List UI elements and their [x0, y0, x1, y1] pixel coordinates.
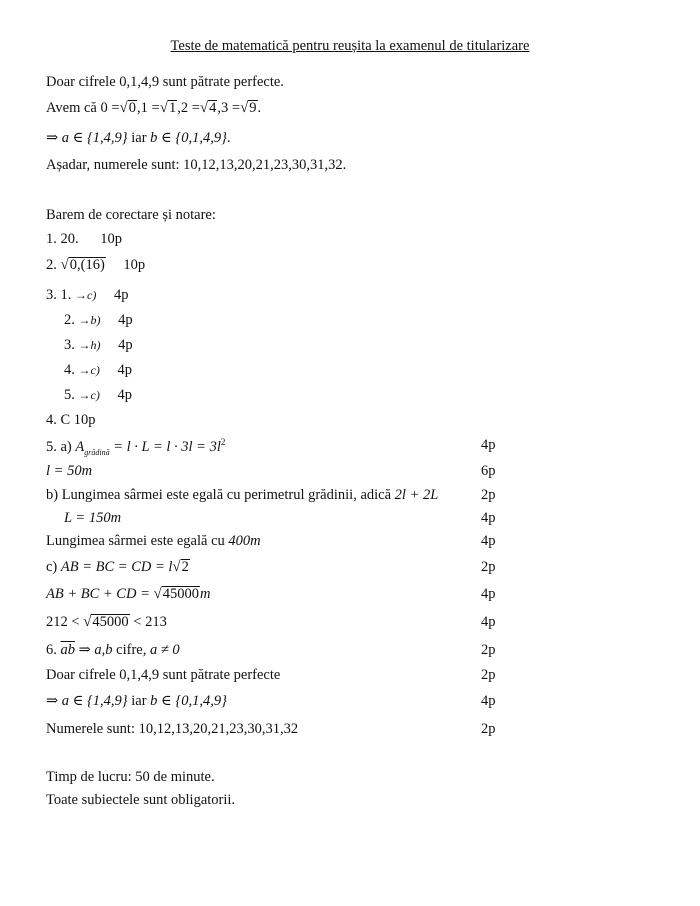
- q6-lead: 6.: [46, 642, 57, 658]
- q2-row: [46, 257, 145, 274]
- radicand-1: 0: [128, 100, 137, 116]
- numbers-label: Așadar, numerele sunt:: [46, 157, 180, 173]
- area-exponent: 2: [220, 437, 226, 447]
- radical-icon: √: [199, 100, 209, 116]
- q6-numbers-list: 10,12,13,20,21,23,30,31,32: [138, 721, 299, 737]
- q6-set-b: b ∈ {0,1,4,9}: [150, 693, 227, 709]
- q5c-lead: c): [46, 559, 58, 575]
- barem-heading: Barem de corectare și notare:: [46, 207, 216, 223]
- arrow-right-icon: →: [78, 388, 91, 402]
- ineq-right: < 213: [133, 614, 167, 630]
- intro-line-3: [46, 130, 231, 147]
- q6-set-points: 4p: [481, 693, 496, 709]
- q1-number: 1.: [46, 231, 57, 247]
- q6-cond-word: cifre,: [116, 642, 147, 658]
- q5c-row: [46, 559, 190, 576]
- ineq-left: 212 <: [46, 614, 80, 630]
- ineq-radicand: 45000: [92, 614, 129, 630]
- sum-radicand: 45000: [162, 586, 199, 602]
- q5b-text: b) Lungimea sârmei este egală cu perimetrul grădinii, adică: [46, 487, 392, 503]
- q3-subitem: [64, 337, 133, 354]
- q5c-points: 2p: [481, 559, 496, 575]
- set-b: b ∈ {0,1,4,9}: [150, 130, 227, 146]
- intro-line-4: [46, 157, 346, 174]
- segments-formula: AB = BC = CD = l: [60, 559, 173, 575]
- q3-item-points: 4p: [113, 287, 129, 303]
- page-title: Teste de matematică pentru reușita la examenul de titularizare: [170, 38, 530, 54]
- q6-cond-tail: a ≠ 0: [149, 642, 180, 658]
- q4-row: [46, 412, 96, 429]
- q3-subitem: [64, 312, 133, 329]
- q3-item-number: 1.: [60, 287, 72, 303]
- q5b-points: 2p: [481, 487, 496, 503]
- wire-row: [46, 533, 261, 550]
- q3-subitem: [64, 387, 132, 404]
- l-points: 6p: [481, 463, 496, 479]
- radical-icon: √: [119, 100, 128, 116]
- radicand-3: 4: [209, 100, 217, 116]
- q6-set-row: [46, 693, 227, 710]
- time-limit: Timp de lucru: 50 de minute.: [46, 769, 215, 785]
- q3-subitem: [64, 362, 132, 379]
- q6-digits: 0,1,4,9: [119, 667, 160, 683]
- radical-icon: √: [83, 614, 92, 630]
- q3-item-points: 4p: [118, 312, 133, 328]
- radical-icon: √: [153, 586, 162, 602]
- q6-digits-row: [46, 667, 280, 684]
- q6-numbers-points: 2p: [481, 721, 496, 737]
- number-ab: $\overline{ab}$: [60, 642, 75, 658]
- intro-text: Doar cifrele: [46, 74, 116, 90]
- q5a-row: [46, 437, 225, 457]
- area-formula: = l · L = l · 3l = 3l: [113, 439, 221, 455]
- arrow-right-icon: →: [75, 288, 87, 302]
- intro-lead: Avem că: [46, 100, 97, 116]
- inequality-points: 4p: [481, 614, 496, 630]
- wire-points: 4p: [481, 533, 496, 549]
- sum-row: [46, 586, 210, 603]
- q3-row: [46, 287, 128, 304]
- q3-item-number: 2.: [64, 312, 75, 328]
- set-end: .: [226, 130, 231, 146]
- c-radicand: 2: [181, 559, 189, 575]
- l-value: l = 50m: [46, 463, 93, 479]
- q3-item-number: 3.: [64, 337, 75, 353]
- sum-formula: AB + BC + CD =: [46, 586, 150, 602]
- radical-icon: √: [240, 100, 249, 116]
- eq-3: ,2 =: [177, 100, 200, 116]
- q6-cond: ⇒ a,b: [78, 642, 113, 658]
- q6-cond-points: 2p: [481, 642, 496, 658]
- q6-digits-text: Doar cifrele: [46, 667, 116, 683]
- inequality-row: [46, 614, 167, 631]
- q2-points: 10p: [123, 257, 146, 273]
- q2-radicand: 0,(16): [69, 257, 105, 273]
- q5a-lead: 5. a): [46, 439, 72, 455]
- area-subscript: grădină: [84, 448, 110, 457]
- q3-item-answer: c): [90, 363, 100, 377]
- intro-digits: 0,1,4,9: [119, 74, 160, 90]
- q4-number: 4.: [46, 412, 57, 428]
- q3-item-number: 5.: [64, 387, 75, 403]
- arrow-right-icon: →: [78, 313, 91, 327]
- q6-numbers-label: Numerele sunt:: [46, 721, 135, 737]
- q3-item-answer: c): [87, 288, 97, 302]
- L-points: 4p: [481, 510, 496, 526]
- q4-points: 10p: [73, 412, 96, 428]
- wire-value: 400m: [228, 533, 261, 549]
- q1-points: 10p: [100, 231, 122, 247]
- set-mid: iar: [131, 130, 147, 146]
- eq-1: 0 =: [100, 100, 120, 116]
- q3-item-number: 4.: [64, 362, 75, 378]
- q2-number: 2.: [46, 257, 57, 273]
- q1-row: [46, 231, 122, 248]
- q6-row: [46, 642, 180, 659]
- intro-line-2: [46, 100, 261, 117]
- eq-end: .: [257, 100, 262, 116]
- q4-answer: C: [60, 412, 71, 428]
- q3-item-answer: b): [90, 313, 101, 327]
- q6-digits-tail: sunt pătrate perfecte: [162, 667, 281, 683]
- arrow-right-icon: →: [78, 338, 91, 352]
- arrow-right-icon: →: [78, 363, 91, 377]
- radicand-2: 1: [168, 100, 177, 116]
- intro-tail: sunt pătrate perfecte.: [162, 74, 284, 90]
- perimeter-formula: 2l + 2L: [394, 487, 439, 503]
- radical-icon: √: [159, 100, 168, 116]
- q6-digits-points: 2p: [481, 667, 496, 683]
- q3-item-points: 4p: [117, 387, 132, 403]
- q3-item-points: 4p: [118, 337, 133, 353]
- q1-answer: 20.: [60, 231, 79, 247]
- wire-text: Lungimea sârmei este egală cu: [46, 533, 225, 549]
- q5b-row: [46, 487, 438, 504]
- mandatory-note: Toate subiectele sunt obligatorii.: [46, 792, 236, 808]
- q3-item-points: 4p: [117, 362, 132, 378]
- L-value: L = 150m: [64, 510, 122, 526]
- q3-item-answer: c): [90, 388, 100, 402]
- radical-icon: √: [60, 257, 69, 273]
- q6-numbers-row: [46, 721, 298, 738]
- eq-4: ,3 =: [217, 100, 241, 116]
- q6-set-mid: iar: [131, 693, 147, 709]
- eq-2: ,1 =: [137, 100, 160, 116]
- sum-unit: m: [199, 586, 211, 602]
- q5a-points: 4p: [481, 437, 496, 453]
- radical-icon: √: [172, 559, 181, 575]
- q6-set-a: ⇒ a ∈ {1,4,9}: [46, 693, 128, 709]
- radicand-4: 9: [249, 100, 257, 116]
- area-symbol: A: [75, 439, 85, 455]
- q3-item-answer: h): [90, 338, 101, 352]
- intro-line-1: [46, 74, 284, 91]
- set-a: ⇒ a ∈ {1,4,9}: [46, 130, 128, 146]
- sum-points: 4p: [481, 586, 496, 602]
- numbers-list: 10,12,13,20,21,23,30,31,32.: [183, 157, 347, 173]
- q3-number: 3.: [46, 287, 57, 303]
